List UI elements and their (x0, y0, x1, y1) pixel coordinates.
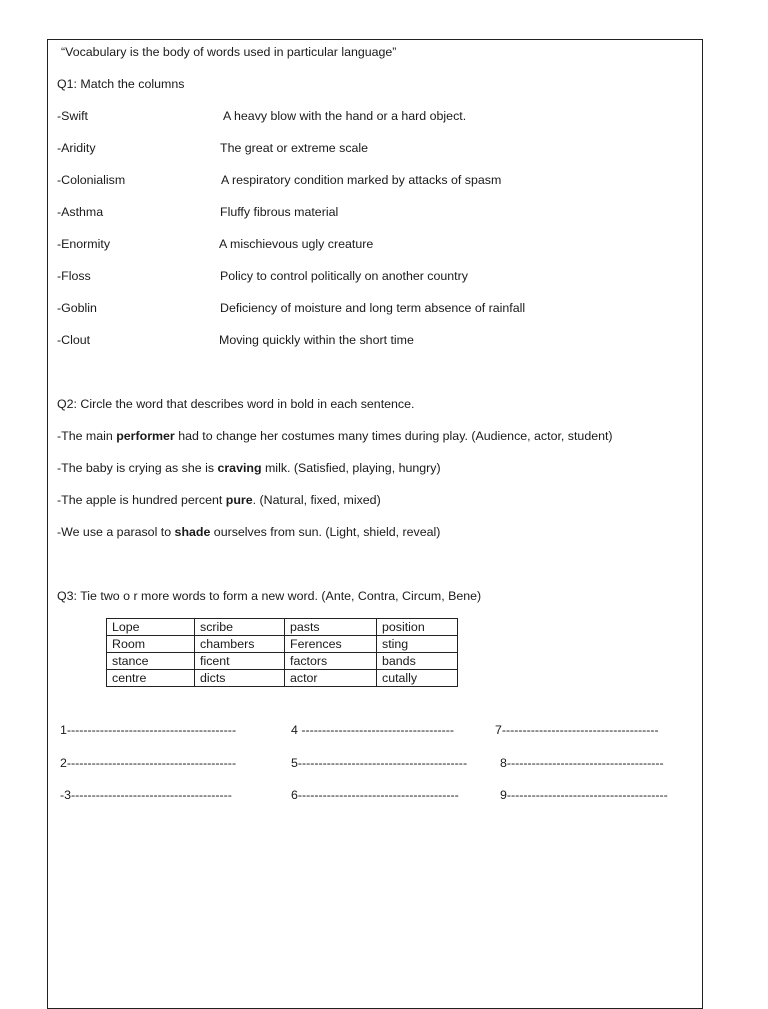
q1-meaning: Moving quickly within the short time (219, 333, 414, 347)
table-cell: actor (285, 670, 377, 687)
table-cell: sting (377, 636, 458, 653)
q1-meaning: Fluffy fibrous material (220, 205, 339, 219)
q2-sentence: -The main performer had to change her costumes many times during play. (Audience, actor, student) (57, 429, 613, 443)
table-cell: centre (107, 670, 195, 687)
q1-word: -Aridity (57, 141, 96, 155)
q1-word: -Asthma (57, 205, 104, 219)
q1-word: -Swift (57, 109, 88, 123)
answer-blank-1[interactable]: 1----------------------------------------- (60, 723, 237, 737)
bold-word: pure (225, 493, 253, 507)
table-cell: scribe (195, 619, 285, 636)
answer-blank-4[interactable]: 4 ------------------------------------- (291, 723, 455, 737)
q1-meaning: Deficiency of moisture and long term absence of rainfall (220, 301, 526, 315)
table-cell: cutally (377, 670, 458, 687)
table-cell: pasts (285, 619, 377, 636)
table-cell: Room (107, 636, 195, 653)
table-row (107, 636, 458, 653)
q2-sentence: -The apple is hundred percent pure. (Natural, fixed, mixed) (57, 493, 381, 507)
vocabulary-quote: “Vocabulary is the body of words used in particular language” (61, 45, 397, 59)
q1-word: -Colonialism (57, 173, 126, 187)
table-cell: position (377, 619, 458, 636)
table-row (107, 653, 458, 670)
answer-blank-5[interactable]: 5----------------------------------------- (291, 756, 468, 770)
table-row (107, 619, 458, 636)
table-cell: ficent (195, 653, 285, 670)
table-cell: Lope (107, 619, 195, 636)
q3-title: Q3: Tie two o r more words to form a new word. (Ante, Contra, Circum, Bene) (57, 589, 482, 603)
answer-blank-7[interactable]: 7-------------------------------------- (495, 723, 659, 737)
answer-blank-3[interactable]: -3--------------------------------------- (60, 788, 232, 802)
bold-word: performer (116, 429, 175, 443)
table-cell: dicts (195, 670, 285, 687)
table-cell: bands (377, 653, 458, 670)
q2-title: Q2: Circle the word that describes word in bold in each sentence. (57, 397, 415, 411)
q1-word: -Clout (57, 333, 91, 347)
answer-blank-8[interactable]: 8-------------------------------------- (500, 756, 664, 770)
table-cell: chambers (195, 636, 285, 653)
table-cell: Ferences (285, 636, 377, 653)
table-cell: stance (107, 653, 195, 670)
q1-meaning: A respiratory condition marked by attacks of spasm (221, 173, 502, 187)
q2-sentence: -We use a parasol to shade ourselves from sun. (Light, shield, reveal) (57, 525, 441, 539)
q1-meaning: A mischievous ugly creature (219, 237, 374, 251)
table-row (107, 670, 458, 687)
bold-word: shade (174, 525, 211, 539)
answer-blank-2[interactable]: 2----------------------------------------- (60, 756, 237, 770)
q1-meaning: Policy to control politically on another country (220, 269, 468, 283)
q1-word: -Floss (57, 269, 91, 283)
answer-blank-9[interactable]: 9--------------------------------------- (500, 788, 668, 802)
q1-word: -Enormity (57, 237, 111, 251)
q2-sentence: -The baby is crying as she is craving milk. (Satisfied, playing, hungry) (57, 461, 441, 475)
word-table (106, 618, 458, 687)
q1-meaning: The great or extreme scale (220, 141, 369, 155)
q1-word: -Goblin (57, 301, 97, 315)
table-cell: factors (285, 653, 377, 670)
answer-blank-6[interactable]: 6--------------------------------------- (291, 788, 459, 802)
q1-meaning: A heavy blow with the hand or a hard object. (223, 109, 467, 123)
bold-word: craving (217, 461, 262, 475)
q1-title: Q1: Match the columns (57, 77, 185, 91)
